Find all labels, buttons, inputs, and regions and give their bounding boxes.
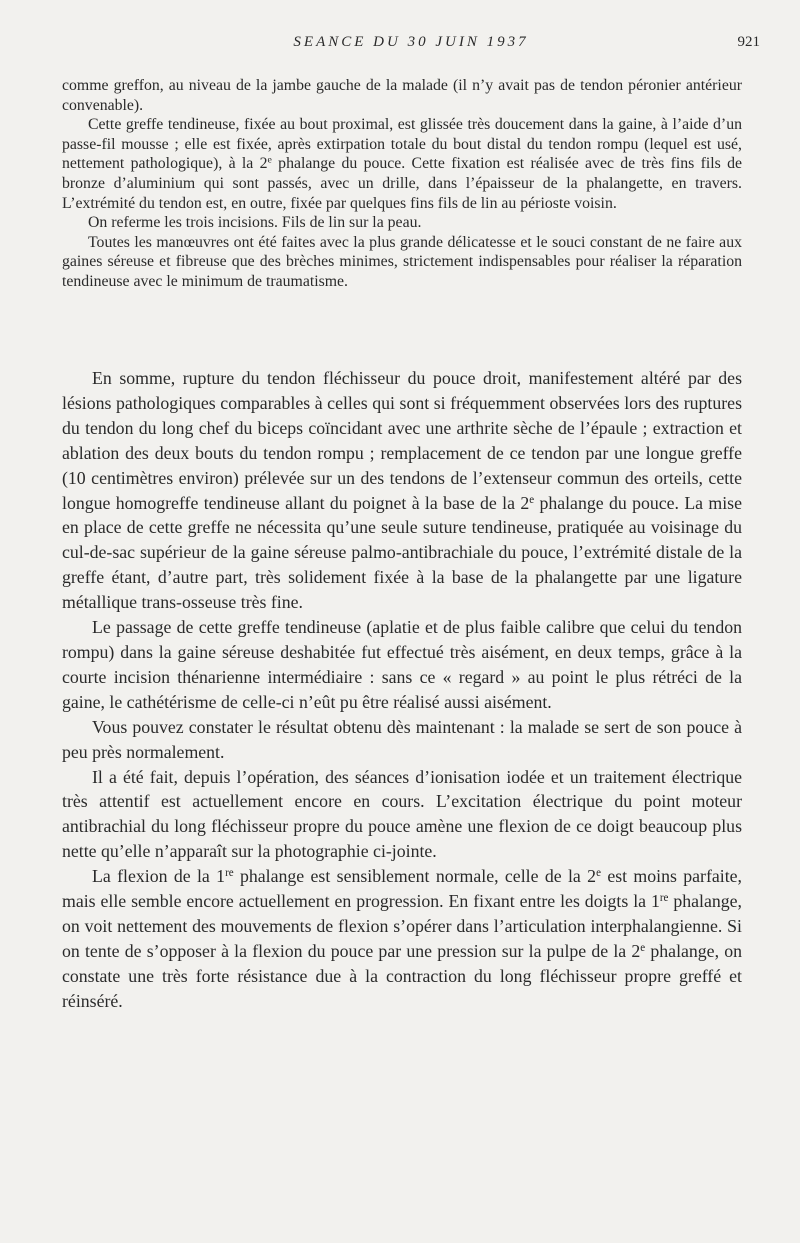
running-header (62, 34, 760, 58)
small-print-section (62, 76, 742, 292)
text-span: phalange du pouce. Cette fixation est réalisée avec de très fins fils de bronze d’aluminium qui sont passés, avec un drille, dans l’épaisseur de la phalangette, en travers. L’extrémité du tendon est, en outre, fixée par quelques fins fils de lin au périoste voisin. (62, 155, 742, 212)
text-span: Il a été fait, depuis l’opération, des séances d’ionisation iodée et un traitement électrique très attentif est actuellement encore en cours. L’excitation électrique du point moteur antibrachial du long fléchisseur propre du pouce amène une flexion de ce doigt beaucoup plus nette qu’elle n’apparaît sur la photographie ci-jointe. (62, 766, 742, 862)
paragraph (62, 366, 742, 615)
paragraph (62, 765, 742, 865)
superscript: e (529, 493, 535, 506)
superscript: e (640, 941, 646, 954)
text-span: comme greffon, au niveau de la jambe gauche de la malade (il n’y avait pas de tendon péronier antérieur convenable). (62, 77, 742, 114)
text-span: Cette greffe tendineuse, fixée au bout proximal, est glissée très doucement dans la gaine, à l’aide d’un passe-fil mousse ; elle est fixée, après extirpation totale du bout distal du tendon rompu (lequel est usé, nettement pathologique), à la 2 (62, 116, 742, 173)
paragraph (62, 76, 742, 115)
running-title: SEANCE DU 30 JUIN 1937 (293, 34, 529, 50)
text-span: phalange est sensiblement normale, celle de la 2 (233, 866, 597, 887)
superscript: re (659, 891, 669, 904)
text-span: phalange du pouce. La mise en place de cette greffe ne nécessita qu’une seule suture tendineuse, pratiquée au voisinage du cul-de-sac supérieur de la gaine séreuse palmo-antibrachiale du pouce, l’extrémité distale de la greffe étant, d’autre part, très solidement fixée à la base de la phalangette par une ligature métallique trans-osseuse très fine. (62, 492, 742, 613)
paragraph (62, 615, 742, 715)
paragraph (62, 115, 742, 213)
main-text-section (62, 366, 742, 1014)
text-span: La flexion de la 1 (92, 866, 226, 887)
text-span: Toutes les manœuvres ont été faites avec la plus grande délicatesse et le souci constant de ne faire aux gaines séreuse et fibreuse que des brèches minimes, strictement indispensables pour réaliser la réparation tendineuse avec le minimum de traumatisme. (62, 233, 742, 290)
text-span: On referme les trois incisions. Fils de lin sur la peau. (88, 214, 422, 232)
text-span: Vous pouvez constater le résultat obtenu dès maintenant : la malade se sert de son pouce à peu près normalement. (62, 716, 742, 762)
text-span: phalange, on voit nettement des mouvements de flexion s’opérer dans l’articulation interphalangienne. Si on tente de s’opposer à la flexion du pouce par une pression sur la pulpe de la 2 (62, 891, 742, 961)
page-number: 921 (737, 34, 760, 50)
text-span: phalange, on constate une très forte résistance due à la contraction du long fléchisseur propre greffé et réinséré. (62, 940, 743, 1011)
text-span: En somme, rupture du tendon fléchisseur du pouce droit, manifestement altéré par des lésions pathologiques comparables à celles qui sont si fréquemment observées lors des ruptures du tendon du long chef du biceps coïncidant avec une arthrite sèche de l’épaule ; extraction et ablation des deux bouts du tendon rompu ; remplacement de ce tendon par une longue greffe (10 centimètres environ) prélevée sur un des tendons de l’extenseur commun des orteils, cette longue homogreffe tendineuse allant du poignet à la base de la 2 (62, 368, 742, 513)
paragraph (62, 715, 742, 765)
paragraph (62, 233, 742, 292)
superscript: e (596, 867, 601, 880)
paragraph (62, 864, 742, 1013)
text-span: est moins parfaite, mais elle semble encore actuellement en progression. En fixant entre les doigts la 1 (62, 866, 742, 912)
paragraph (62, 213, 742, 233)
superscript: e (267, 155, 272, 166)
superscript: re (225, 867, 234, 880)
text-span: Le passage de cette greffe tendineuse (aplatie et de plus faible calibre que celui du tendon rompu) dans la gaine séreuse deshabitée fut effectué très aisément, en deux temps, grâce à la courte incision thénarienne intermédiaire : sans ce « regard » au point le plus rétréci de la gaine, le cathétérisme de celle-ci n’eût pu être réalisé aussi aisément. (62, 617, 742, 712)
